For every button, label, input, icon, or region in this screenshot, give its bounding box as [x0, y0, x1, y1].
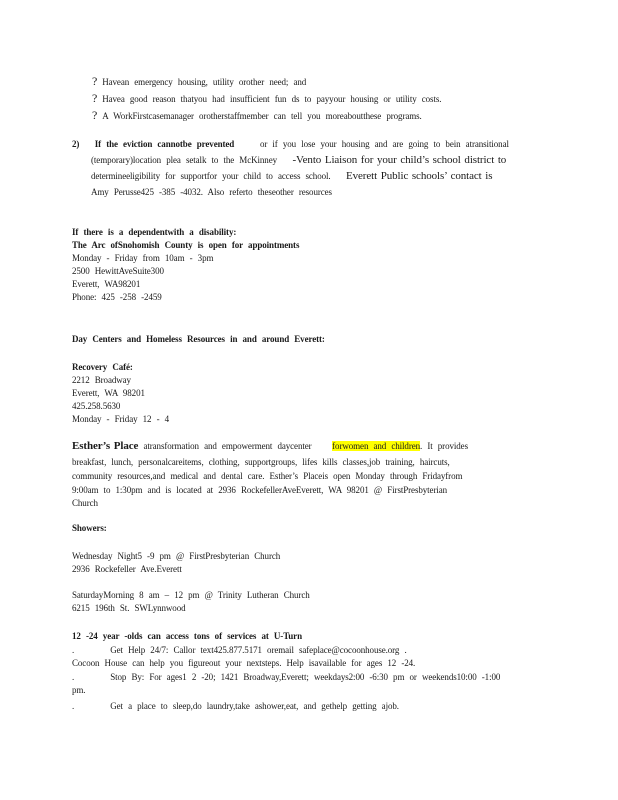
- section-2-line-4: Amy Perusse425 -385 -4032. Also referto theseother resources: [91, 187, 332, 197]
- section-2-line-1: [72, 139, 509, 150]
- showers-wednesday-address: 2936 Rockefeller Ave.Everett: [72, 564, 182, 574]
- uturn-heading: 12 -24 year -olds can access tons of services at U-Turn: [72, 631, 302, 641]
- uturn-item-text: Get a place to sleep,do laundry,take ashower,eat, and gethelp getting ajob.: [110, 701, 399, 711]
- recovery-hours: Monday - Friday 12 - 4: [72, 414, 170, 424]
- disability-heading: If there is a dependentwith a disability:: [72, 227, 237, 237]
- bullet-item: [92, 93, 441, 105]
- section-2-line-3: [91, 171, 492, 182]
- showers-saturday-address: 6215 196th St. SWLynnwood: [72, 603, 186, 613]
- arc-hours: Monday - Friday from 10am - 3pm: [72, 253, 214, 263]
- esther-line-2: breakfast, lunch, personalcareitems, clothing, supportgroups, lifes kills classes,job training, haircuts,: [72, 457, 450, 467]
- esther-line-5: Church: [72, 498, 98, 508]
- dot-bullet-icon: .: [72, 672, 75, 682]
- dot-bullet-icon: .: [72, 645, 75, 655]
- section-2-heading: If the eviction cannotbe prevented: [94, 139, 235, 149]
- section-2-text: (temporary)location plea setalk to the McKinney: [91, 155, 277, 165]
- esther-text: atransformation and empowerment daycenter: [143, 441, 312, 451]
- section-2-line-2: [91, 155, 506, 166]
- esther-line-4: 9:00am to 1:30pm and is located at 2936 RockefellerAveEverett, WA 98201 @ FirstPresbyterian: [72, 485, 448, 495]
- recovery-phone: 425.258.5630: [72, 401, 121, 411]
- arc-org-line: The Arc ofSnohomish County is open for appointments: [72, 240, 300, 250]
- bullet-item: [92, 76, 306, 88]
- uturn-item: pm.: [72, 685, 86, 695]
- question-mark-bullet-icon: ?: [92, 91, 98, 105]
- esthers-place-name: Esther’s Place: [72, 440, 139, 452]
- section-2-text: determineeligibility for supportfor your child to access school.: [91, 171, 331, 181]
- arc-address-2: Everett, WA98201: [72, 279, 141, 289]
- bullet-text: A WorkFirstcasemanager orotherstaffmember can tell you moreaboutthese programs.: [102, 111, 422, 121]
- esther-line-3: community resources,and medical and dental care. Esther’s Placeis open Monday through Fridayfrom: [72, 471, 463, 481]
- bullet-item: [92, 110, 422, 122]
- question-mark-bullet-icon: ?: [92, 108, 98, 122]
- uturn-item: [72, 672, 500, 683]
- recovery-address-1: 2212 Broadway: [72, 375, 131, 385]
- showers-saturday: SaturdayMorning 8 am – 12 pm @ Trinity Lutheran Church: [72, 590, 310, 600]
- day-centers-heading: Day Centers and Homeless Resources in and around Everett:: [72, 334, 325, 344]
- recovery-address-2: Everett, WA 98201: [72, 388, 145, 398]
- section-2-text: or if you lose your housing and are going to bein atransitional: [259, 139, 509, 149]
- dot-bullet-icon: .: [72, 701, 75, 711]
- mckinney-vento-text: -Vento Liaison for your child’s school district to: [292, 154, 507, 166]
- arc-address-1: 2500 HewittAveSuite300: [72, 266, 164, 276]
- everett-schools-contact: Everett Public schools’ contact is: [346, 170, 493, 182]
- bullet-text: Havea good reason thatyou had insufficient fun ds to payyour housing or utility costs.: [102, 94, 442, 104]
- uturn-item: [72, 701, 399, 712]
- uturn-item-text: Get Help 24/7: Callor text425.877.5171 oremail safeplace@cocoonhouse.org .: [110, 645, 407, 655]
- arc-phone: Phone: 425 -258 -2459: [72, 292, 162, 302]
- uturn-item: [72, 645, 407, 656]
- showers-heading: Showers:: [72, 523, 107, 533]
- recovery-cafe-name: Recovery Café:: [72, 362, 133, 372]
- uturn-item-text: Stop By: For ages1 2 -20; 1421 Broadway,Everett; weekdays2:00 -6:30 pm or weekends10:00 -1:00: [110, 672, 501, 682]
- esther-text: . It provides: [420, 441, 468, 451]
- esther-line-1: [72, 441, 468, 452]
- bullet-text: Havean emergency housing, utility orother need; and: [102, 77, 307, 87]
- women-children-highlight: forwomen and children: [332, 441, 421, 451]
- showers-wednesday: Wednesday Night5 -9 pm @ FirstPresbyterian Church: [72, 551, 281, 561]
- question-mark-bullet-icon: ?: [92, 74, 98, 88]
- uturn-item: Cocoon House can help you figureout your nextsteps. Help isavailable for ages 12 -24.: [72, 658, 416, 668]
- section-number: 2): [72, 139, 80, 149]
